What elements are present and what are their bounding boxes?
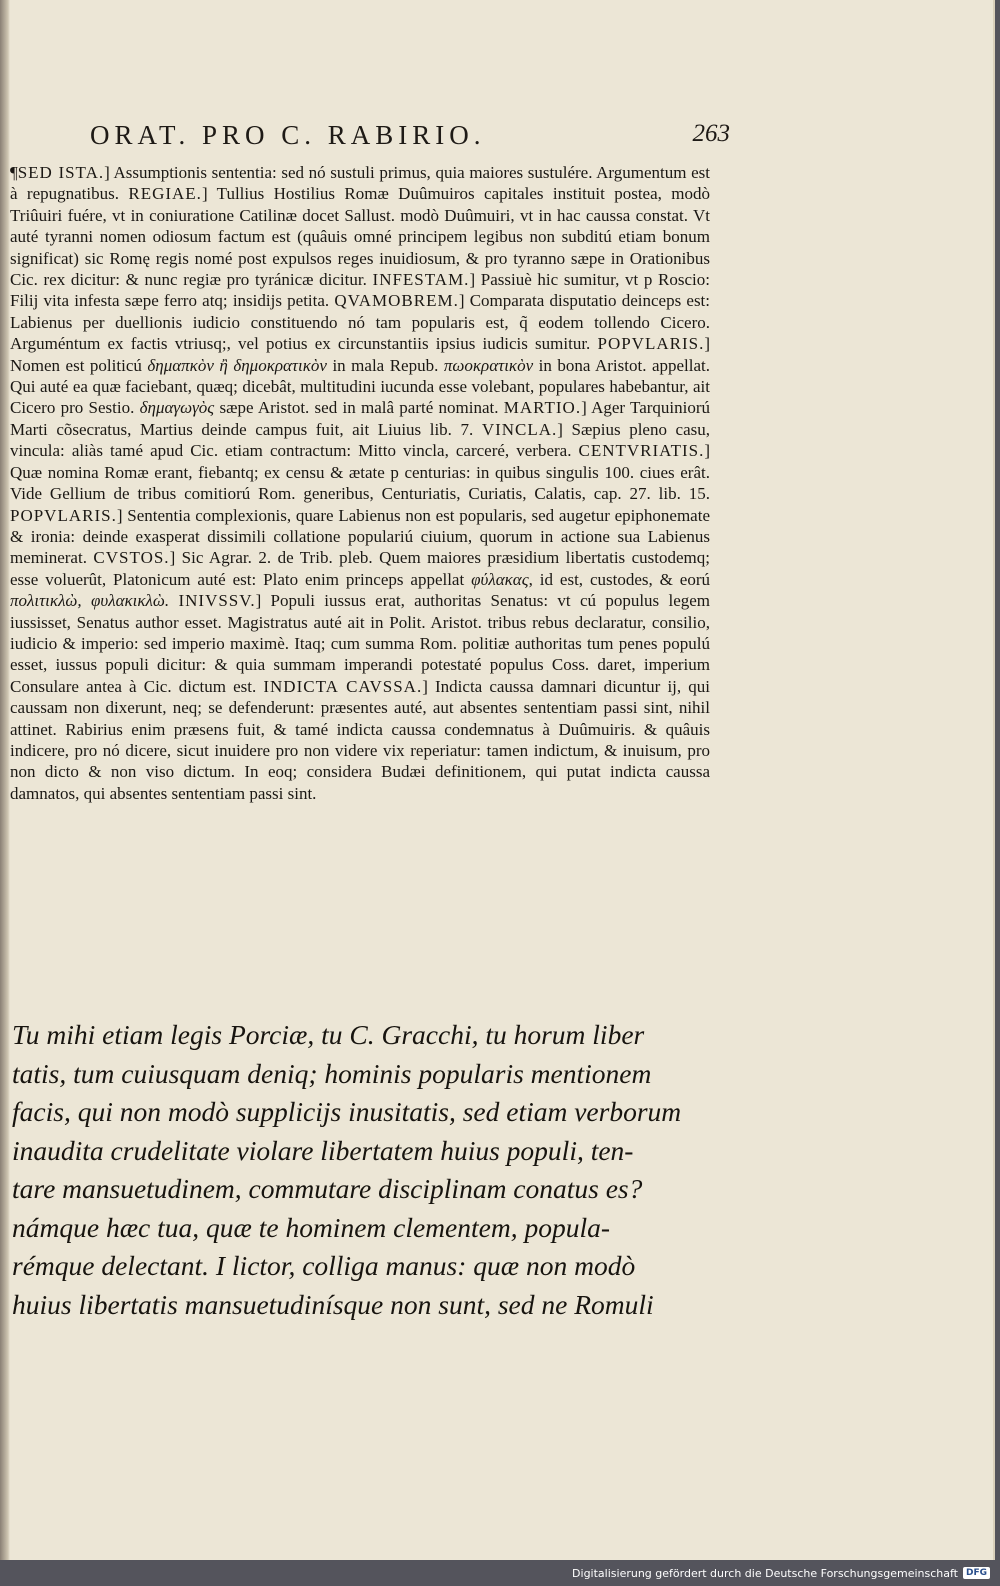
greek-term: πολιτικλὼ, φυλακικλὼ. (10, 591, 170, 611)
commentary-block (10, 162, 710, 804)
lemma: MARTIO. (503, 398, 582, 418)
gloss-text: ] Sic Agrar. 2. de Trib. pleb. Quem maiores præsidium libertatis custodemq; esse voluerût, Platonicum auté est: Plato enim princeps appellat (10, 548, 710, 589)
gloss-text: ] Indicta caussa damnari dicuntur ij, qui caussam non dixerunt, neq; se defenderunt: præsentes auté, aut absentes sententiam passi sint, nihil attinet. Rabirius enim præsens fuit, & tamé indicta caussa condemnatus à Duûmuiris. & quâuis indicere, pro nó dicere, sicut inuidere pro non videre vix reperiatur: tamen indictum, & inuisum, pro non dicto & non viso dictum. In eoq; considera Budæi definitionem, qui putat indicta caussa damnatos, qui absentes sententiam passi sint. (10, 676, 711, 803)
lemma: INIVSSV. (178, 591, 256, 611)
gloss-text: , id est, custodes, & eorú (528, 569, 711, 589)
greek-term: φύλακας (471, 569, 529, 589)
lemma: POPVLARIS. (10, 505, 117, 525)
lemma: REGIAE. (128, 184, 202, 204)
lemma: INDICTA CAVSSA. (263, 676, 423, 696)
gloss-text: ] Ager Tarquiniorú Marti cõsecratus, Martius deinde campus fuit, ait Liuius lib. 7. (10, 398, 711, 439)
lemma: SED ISTA. (17, 163, 105, 182)
digitization-footer (0, 1560, 1000, 1586)
oration-line: tatis, tum cuiusquam deniq; hominis popularis mentionem (12, 1057, 652, 1089)
lemma: CVSTOS. (93, 548, 170, 568)
lemma: CENTVRIATIS. (578, 441, 705, 461)
gloss-text: in bona Aristot. appellat. Qui auté ea quæ faciebant, quæq; dicebât, multitudini iucunda esse volebant, populares habebantur, ait Cicero pro Sestio. (10, 355, 710, 418)
greek-term: πωοκρατικὸν (443, 355, 534, 375)
oration-line: inaudita crudelitate violare libertatem huius populi, ten- (12, 1134, 634, 1166)
gloss-text: ] Comparata disputatio deinceps est: Labienus per duellionis iudicio constituendo nó tam popularis est, q̃ eodem tollendo Cicero. Arguméntum ex factis vtriusq;, vel potius ex circunstantiis ipsius iudicis sumitur. (10, 291, 710, 354)
dfg-logo-icon: DFG (963, 1567, 990, 1579)
lemma: INFESTAM. (372, 270, 470, 290)
oration-line: tare mansuetudinem, commutare disciplinam conatus es? (12, 1173, 643, 1204)
oration-line: rémque delectant. I lictor, colliga manus: quæ non modò (12, 1250, 636, 1281)
funding-credit: Digitalisierung gefördert durch die Deutsche Forschungsgemeinschaft (572, 1566, 958, 1580)
oration-line: facis, qui non modò supplicijs inusitatis, sed etiam verborum (12, 1096, 682, 1127)
gloss-text: ] Quæ nomina Romæ erant, fiebantq; ex censu & ætate p centurias: in quibus singulis 100. ciues erât. Vide Gellium de tribus comitiorú Rom. generibus, Centuriatis, Curiatis, Calatis, cap. 27. lib. 15. (10, 441, 710, 504)
lemma: POPVLARIS. (597, 334, 705, 354)
running-title: ORAT. PRO C. RABIRIO. (90, 120, 486, 150)
oration-line: huius libertatis mansuetudinísque non sunt, sed ne Romuli (12, 1288, 654, 1320)
gloss-text: ] Assumptionis sententia: sed nó sustuli primus, quia maiores sustulére. Argumentum est à repugnatibus. (10, 163, 711, 204)
oration-line: Tu mihi etiam legis Porciæ, tu C. Gracchi, tu horum liber (12, 1019, 645, 1050)
greek-term: δημαπκὸν ἢ δημοκρατικὸν (147, 355, 327, 375)
gloss-text: ] Sæpius pleno casu, vincula: aliàs tamé apud Cic. etiam contractum: Mitto vincla, carceré, verbera. (10, 419, 710, 461)
pilcrow-icon: ¶ (10, 163, 18, 182)
gloss-text: ] Passiuè hic sumitur, vt p Roscio: Filij vita infesta sæpe ferro atq; insidijs petita. (10, 270, 711, 311)
gloss-text: ] Sententia complexionis, quare Labienus non est popularis, sed augetur epiphonemate & ironia: deinde exasperat dissimili collatione populariú ciuium, quorum in actione sua Labienus meminerat. (10, 505, 710, 568)
commentary-paragraph (10, 162, 710, 804)
greek-term: δημαγωγὸς (139, 398, 215, 418)
page-number: 263 (692, 120, 730, 147)
lemma: VINCLA. (481, 419, 558, 439)
gloss-text: ] Tullius Hostilius Romæ Duûmuiros capitales instituit postea, modò Triûuiri fuére, vt in coniuratione Catilinæ docet Sallust. modò Duûmuiri, vt in hac caussa constat. Vt auté tyranni nomen odiosum factum est (quâuis omné principem legibus non subditú etiam bonum significat) sic Romę regis nomé post expulsos reges inuidiosum, & pro tyranno sæpe in Orationibus Cic. rex dicitur: & nunc regiæ pro tyránicæ dicitur. (10, 184, 710, 290)
gloss-text: ] Nomen est politicú (10, 334, 710, 375)
page-gutter-shadow (0, 0, 10, 1560)
oration-line: námque hæc tua, quæ te hominem clementem, popula- (12, 1211, 611, 1243)
oration-text (12, 1016, 712, 1324)
gloss-text: ] Populi iussus erat, authoritas Senatus: vt cú populus legem iussisset, Senatus author esset. Magistratus auté ait in Polit. Aristot. tribus rebus declaratur, consilio, iudicio & imperio: sed imperio maximè. Itaq; cum summa Rom. politiæ authoritas tum penes populú esset, iussus populi dicitur: & quia summam imperandi potestaté populus Coss. daret, imperium Consulare antea à Cic. dictum est. (10, 591, 711, 696)
gloss-text: sæpe Aristot. sed in malâ parté nominat. (219, 398, 499, 418)
gloss-text: in mala Repub. (332, 355, 439, 375)
lemma: QVAMOBREM. (334, 291, 459, 311)
